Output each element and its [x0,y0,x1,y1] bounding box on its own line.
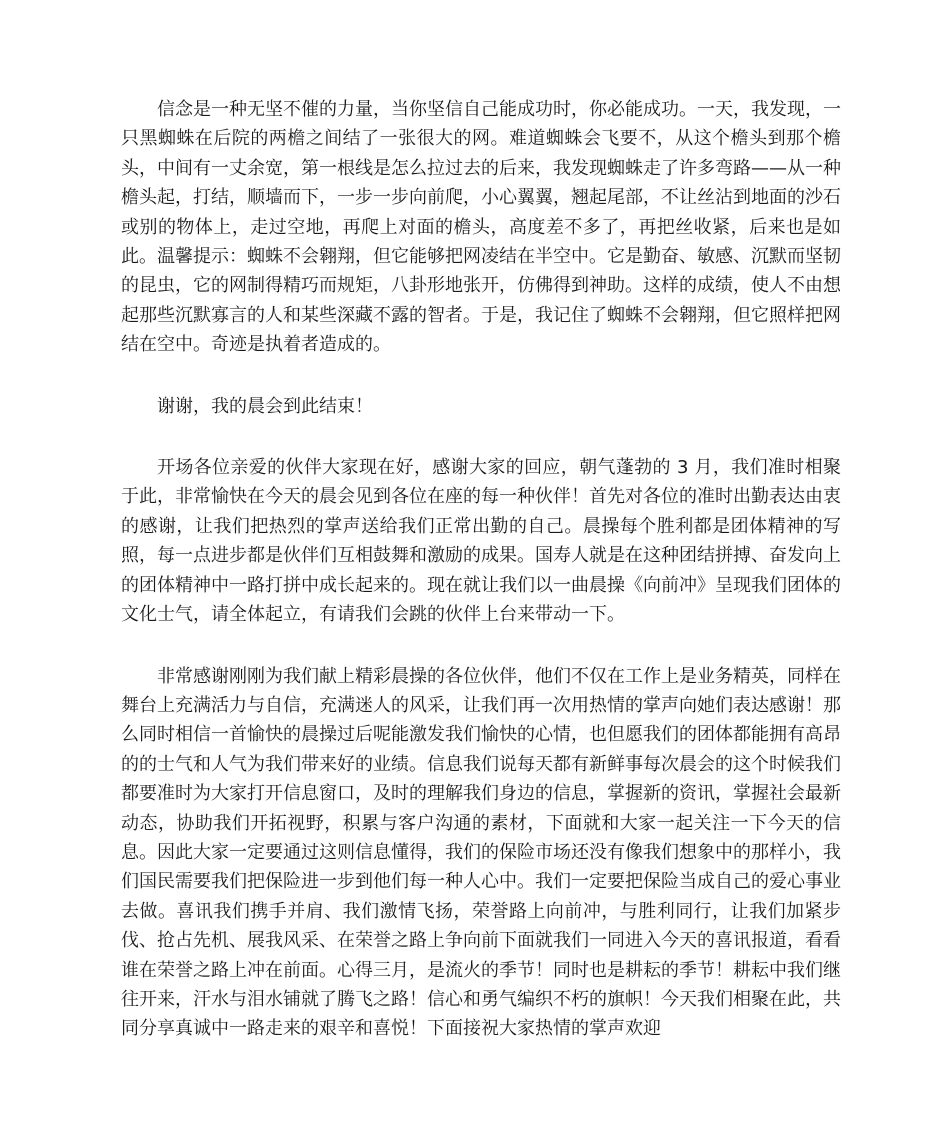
paragraph-spider-story: 信念是一种无坚不催的力量，当你坚信自己能成功时，你必能成功。一天，我发现，一只黑蜘蛛在后院的两檐之间结了一张很大的网。难道蜘蛛会飞要不，从这个檐头到那个檐头，中间有一丈余宽，第一根线是怎么拉过去的后来，我发现蜘蛛走了许多弯路——从一种檐头起，打结，顺墙而下，一步一步向前爬，小心翼翼，翘起尾部，不让丝沾到地面的沙石或别的物体上，走过空地，再爬上对面的檐头，高度差不多了，再把丝收紧，后来也是如此。温馨提示：蜘蛛不会翱翔，但它能够把网凌结在半空中。它是勤奋、敏感、沉默而坚韧的昆虫，它的网制得精巧而规矩，八卦形地张开，仿佛得到神助。这样的成绩，使人不由想起那些沉默寡言的人和某些深藏不露的智者。于是，我记住了蜘蛛不会翱翔，但它照样把网结在空中。奇迹是执着者造成的。 [121,99,841,356]
paragraph-closing: 谢谢，我的晨会到此结束！ [157,395,373,417]
document-page [121,95,841,1044]
paragraph-thanks-and-news: 非常感谢刚刚为我们献上精彩晨操的各位伙伴，他们不仅在工作上是业务精英，同样在舞台上充满活力与自信，充满迷人的风采，让我们再一次用热情的掌声向她们表达感谢！那么同时相信一首愉快的晨操过后呢能激发我们愉快的心情，也但愿我们的团体都能拥有高昂的的士气和人气为我们带来好的业绩。信息我们说每天都有新鲜事每次晨会的这个时候我们都要准时为大家打开信息窗口，及时的理解我们身边的信息，掌握新的资讯，掌握社会最新动态，协助我们开拓视野，积累与客户沟通的素材，下面就和大家一起关注一下今天的信息。因此大家一定要通过这则信息懂得，我们的保险市场还没有像我们想象中的那样小，我们国民需要我们把保险进一步到他们每一种人心中。我们一定要把保险当成自己的爱心事业去做。喜讯我们携手并肩、我们激情飞扬，荣誉路上向前冲，与胜利同行，让我们加紧步伐、抢占先机、展我风采、在荣誉之路上争向前下面就我们一同进入今天的喜讯报道，看看谁在荣誉之路上冲在前面。心得三月，是流火的季节！同时也是耕耘的季节！耕耘中我们继往开来，汗水与泪水铺就了腾飞之路！信心和勇气编织不朽的旗帜！今天我们相聚在此，共同分享真诚中一路走来的艰辛和喜悦！下面接祝大家热情的掌声欢迎 [121,665,841,1040]
paragraph-opening: 开场各位亲爱的伙伴大家现在好，感谢大家的回应，朝气蓬勃的 3 月，我们准时相聚于此，非常愉快在今天的晨会见到各位在座的每一种伙伴！首先对各位的准时出勤表达由衷的感谢，让我们把热烈的掌声送给我们正常出勤的自己。晨操每个胜利都是团体精神的写照，每一点进步都是伙伴们互相鼓舞和激励的成果。国寿人就是在这种团结拼搏、奋发向上的团体精神中一路打拼中成长起来的。现在就让我们以一曲晨操《向前冲》呈现我们团体的文化士气，请全体起立，有请我们会跳的伙伴上台来带动一下。 [121,457,841,626]
